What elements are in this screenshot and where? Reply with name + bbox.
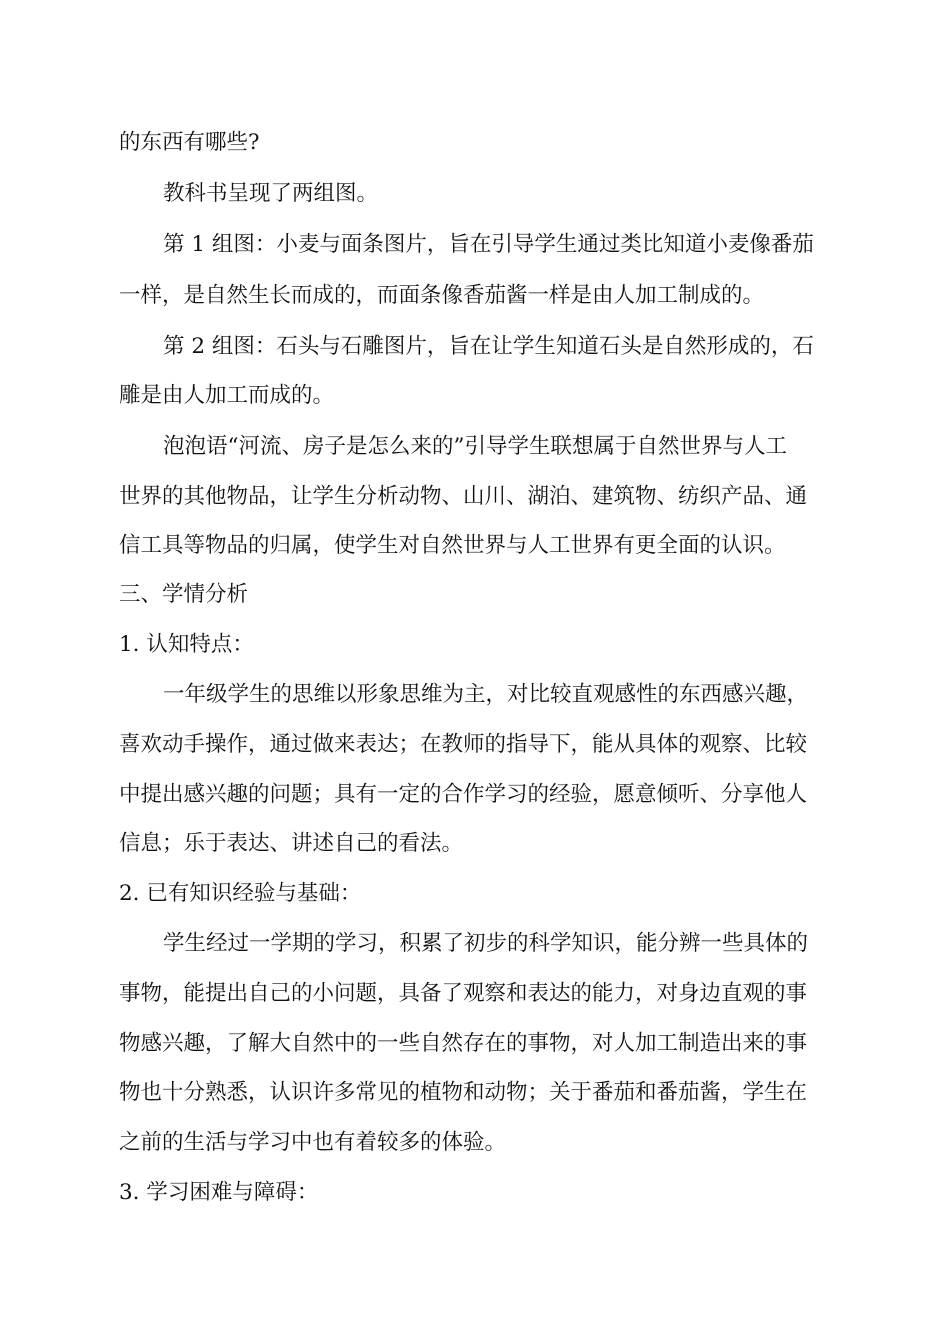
subheading: 3. 学习困难与障碍： — [119, 1180, 319, 1205]
text-line: 世界的其他物品，让学生分析动物、山川、湖泊、建筑物、纺织产品、通 — [119, 484, 808, 509]
text-line: 之前的生活与学习中也有着较多的体验。 — [119, 1130, 507, 1155]
text-line: 一样，是自然生长而成的，而面条像香茄酱一样是由人加工制成的。 — [119, 283, 765, 308]
subheading: 1. 认知特点： — [119, 632, 254, 657]
text-line: 信工具等物品的归属，使学生对自然世界与人工世界有更全面的认识。 — [119, 533, 786, 558]
text-line: 信息；乐于表达、讲述自己的看法。 — [119, 831, 464, 856]
text-line: 学生经过一学期的学习，积累了初步的科学知识，能分辨一些具体的 — [163, 931, 809, 956]
section-heading: 三、学情分析 — [119, 582, 249, 607]
subheading: 2. 已有知识经验与基础： — [119, 881, 362, 906]
text-line: 的东西有哪些? — [119, 130, 260, 155]
text-line: 中提出感兴趣的问题；具有一定的合作学习的经验，愿意倾听、分享他人 — [119, 782, 808, 807]
text-line: 物也十分熟悉，认识许多常见的植物和动物；关于番茄和番茄酱，学生在 — [119, 1080, 808, 1105]
text-line: 一年级学生的思维以形象思维为主，对比较直观感性的东西感兴趣， — [163, 682, 809, 707]
text-line: 物感兴趣，了解大自然中的一些自然存在的事物，对人加工制造出来的事 — [119, 1031, 808, 1056]
text-line: 教科书呈现了两组图。 — [163, 181, 379, 206]
text-line: 第 1 组图：小麦与面条图片，旨在引导学生通过类比知道小麦像番茄 — [163, 232, 814, 257]
text-line: 雕是由人加工而成的。 — [119, 383, 335, 408]
text-line: 第 2 组图：石头与石雕图片，旨在让学生知道石头是自然形成的，石 — [163, 334, 814, 359]
text-line: 事物，能提出自己的小问题，具备了观察和表达的能力，对身边直观的事 — [119, 981, 808, 1006]
text-line: 泡泡语“河流、房子是怎么来的”引导学生联想属于自然世界与人工 — [163, 434, 787, 459]
text-line: 喜欢动手操作，通过做来表达；在教师的指导下，能从具体的观察、比较 — [119, 732, 808, 757]
